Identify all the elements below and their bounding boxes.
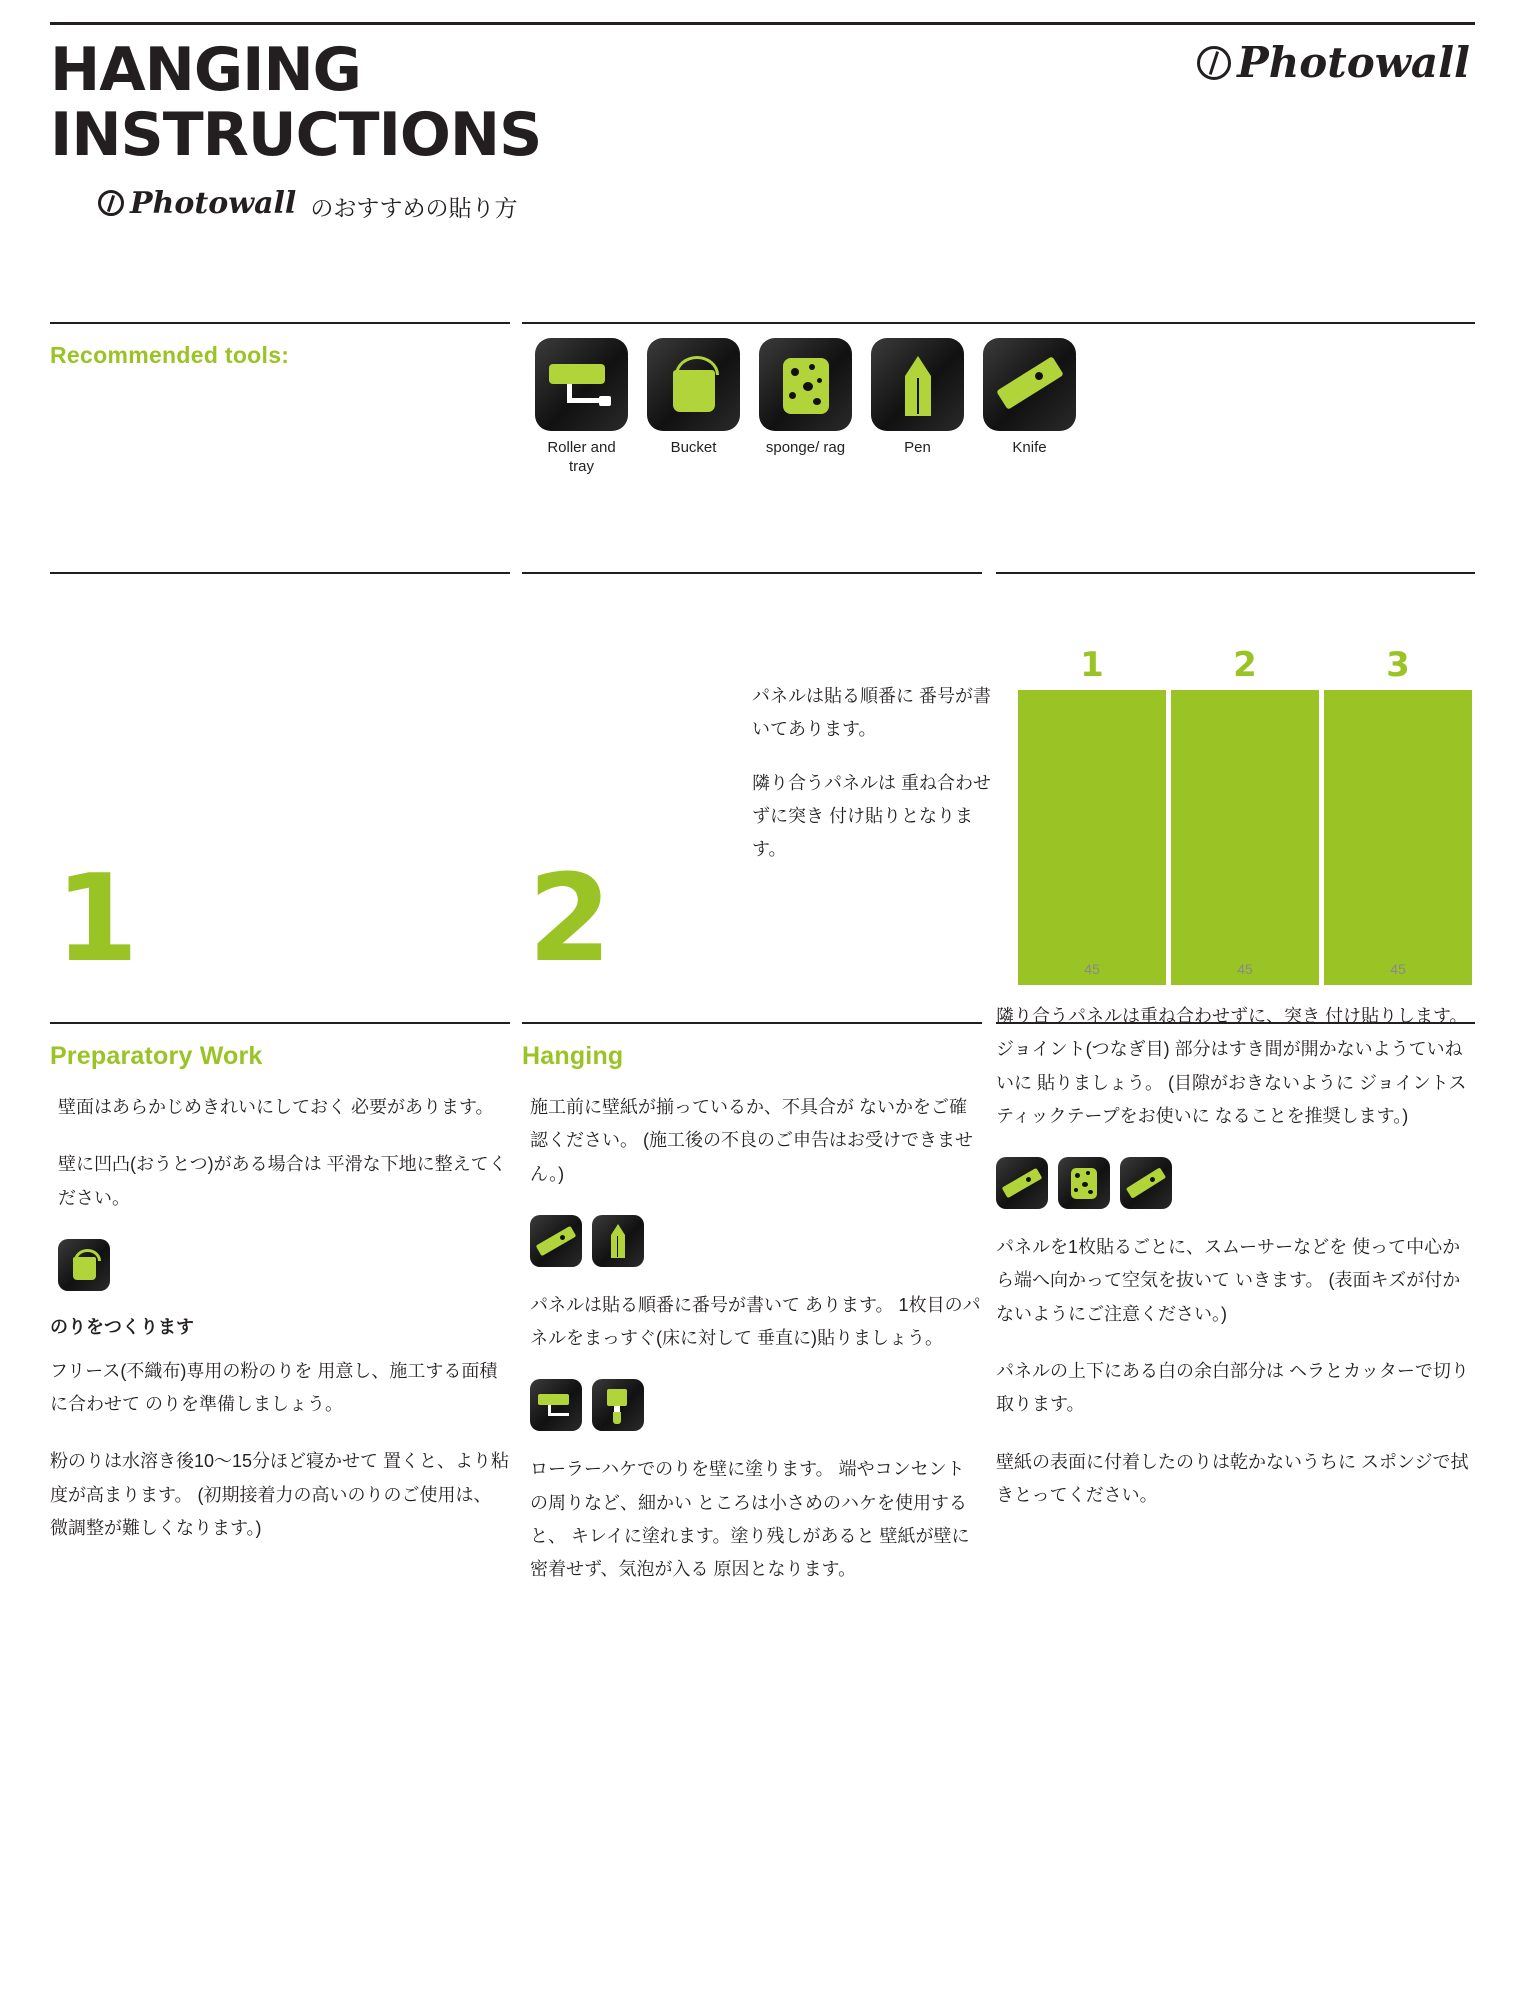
divider-mid-left (50, 572, 510, 574)
column-heading-left: Preparatory Work (50, 1042, 263, 1070)
logo-wordmark: Photowall (1237, 38, 1470, 87)
left-paragraph-2: 壁に凹凸(おうとつ)がある場合は 平滑な下地に整えてください。 (58, 1154, 507, 1208)
right-paragraph-3: パネルの上下にある白の余白部分は ヘラとカッターで切り取ります。 (996, 1361, 1469, 1415)
tool-caption: Knife (1012, 439, 1047, 456)
tool-item (983, 338, 1076, 477)
step-number-2: 2 (528, 850, 612, 989)
mid-icon-row-2 (530, 1379, 982, 1431)
brush-icon (592, 1379, 644, 1431)
photowall-logo-icon-header (1197, 38, 1470, 87)
column-preparatory-work (50, 1042, 510, 1569)
divider-col-mid (522, 1022, 982, 1024)
panel-rectangle (1324, 690, 1472, 985)
right-icon-row (996, 1157, 1475, 1209)
divider-mid-right (996, 572, 1475, 574)
panel-dimensions (1018, 945, 1472, 977)
panel-dimension (1324, 945, 1472, 977)
left-paragraph-3: フリース(不織布)専用の粉のりを 用意し、施工する面積に合わせて のりを準備しましょう。 (50, 1360, 498, 1415)
left-paragraph-4: 粉のりは水溶き後10〜15分ほど寝かせて 置くと、より粘度が高まります。 (初期接着力の高いのりのご使用は、 微調整が難しくなります。) (50, 1451, 510, 1539)
knife-icon (530, 1215, 582, 1267)
dimension-bracket-icon (1324, 945, 1472, 959)
panel-note-line-2: 隣り合うパネルは 重ね合わせずに突き 付け貼りとなります。 (752, 772, 991, 860)
dimension-label: 45 (1390, 961, 1406, 977)
title-line-1: HANGING (50, 35, 361, 105)
title-line-2: INSTRUCTIONS (50, 99, 542, 170)
tools-row (535, 338, 1076, 477)
tool-caption: Pen (904, 439, 931, 456)
step-number-1: 1 (55, 850, 139, 989)
subtitle-row (98, 186, 1475, 224)
panel-note-line-1: パネルは貼る順番に 番号が書いてあります。 (752, 686, 991, 740)
dimension-label: 45 (1084, 961, 1100, 977)
panel-note (752, 680, 1007, 886)
knife-icon (1120, 1157, 1172, 1209)
panel-diagram (1018, 645, 1472, 985)
column-jointing (996, 1000, 1475, 1536)
column-hanging (522, 1042, 982, 1611)
pen-icon (592, 1215, 644, 1267)
panel-column (1324, 645, 1472, 985)
tool-item (871, 338, 964, 477)
panel-rectangle (1171, 690, 1319, 985)
photowall-logo-icon (98, 186, 296, 221)
divider-col-left (50, 1022, 510, 1024)
panel-column (1171, 645, 1319, 985)
header-logo (1197, 38, 1470, 87)
right-paragraph-4: 壁紙の表面に付着したのりは乾かないうちに スポンジで拭きとってください。 (996, 1451, 1469, 1505)
divider-tools-left (50, 322, 510, 324)
top-divider (50, 22, 1475, 25)
column-heading-mid: Hanging (522, 1042, 624, 1070)
knife-icon (983, 338, 1076, 431)
dimension-label: 45 (1237, 961, 1253, 977)
mid-paragraph-1: 施工前に壁紙が揃っているか、不具合が ないかをご確認ください。 (施工後の不良のご申告はお受けできません。) (530, 1097, 973, 1184)
roller-and-tray-icon (530, 1379, 582, 1431)
panel-dimension (1171, 945, 1319, 977)
panel-dimension (1018, 945, 1166, 977)
panel-rectangle (1018, 690, 1166, 985)
dimension-bracket-icon (1018, 945, 1166, 959)
right-paragraph-2: パネルを1枚貼るごとに、スムーサーなどを 使って中心から端へ向かって空気を抜いて いきます。 (表面キズが付かないようにご注意ください。) (996, 1237, 1461, 1324)
right-paragraph-1: 隣り合うパネルは重ね合わせずに、突き 付け貼りします。ジョイント(つなぎ目) 部分はすき間が開かないようていねいに 貼りましょう。 (目隙がおきないように ジョイントスティックテープをお使いに なることを推奨します。) (996, 1006, 1468, 1126)
logo-wordmark-sub: Photowall (130, 185, 297, 221)
bucket-icon (58, 1239, 110, 1291)
divider-mid-mid (522, 572, 982, 574)
bucket-icon (647, 338, 740, 431)
photowall-mark-icon (98, 190, 124, 216)
panel-number: 3 (1386, 645, 1410, 685)
photowall-mark-icon-header (1197, 46, 1231, 80)
panel-column (1018, 645, 1166, 985)
knife-icon (996, 1157, 1048, 1209)
tools-label: Recommended tools: (50, 342, 290, 368)
mid-paragraph-2: パネルは貼る順番に番号が書いて あります。 1枚目のパネルをまっすぐ(床に対して 垂直に)貼りましょう。 (530, 1294, 981, 1349)
tool-item (535, 338, 628, 477)
subtitle-japanese: のおすすめの貼り方 (310, 196, 518, 223)
pen-icon (871, 338, 964, 431)
tool-caption: Bucket (670, 439, 717, 456)
roller-and-tray-icon (535, 338, 628, 431)
sponge-rag-icon (759, 338, 852, 431)
panel-number: 1 (1080, 645, 1104, 685)
tool-item (647, 338, 740, 477)
mid-paragraph-3: ローラーハケでのりを壁に塗ります。 端やコンセントの周りなど、細かい ところは小さめのハケを使用すると、 キレイに塗れます。塗り残しがあると 壁紙が壁に密着せず、気泡が入る 原因となります。 (530, 1459, 970, 1580)
tool-caption: Roller and tray (547, 439, 616, 475)
tool-caption: sponge/ rag (765, 439, 846, 456)
mid-icon-row-1 (530, 1215, 982, 1267)
left-bold-line: のりをつくります (50, 1316, 194, 1337)
tool-item (759, 338, 852, 477)
sponge-rag-icon (1058, 1157, 1110, 1209)
left-icon-row (58, 1239, 510, 1291)
dimension-bracket-icon (1171, 945, 1319, 959)
divider-tools-right (522, 322, 1475, 324)
panel-number: 2 (1233, 645, 1257, 685)
left-paragraph-1: 壁面はあらかじめきれいにしておく 必要があります。 (58, 1097, 494, 1117)
